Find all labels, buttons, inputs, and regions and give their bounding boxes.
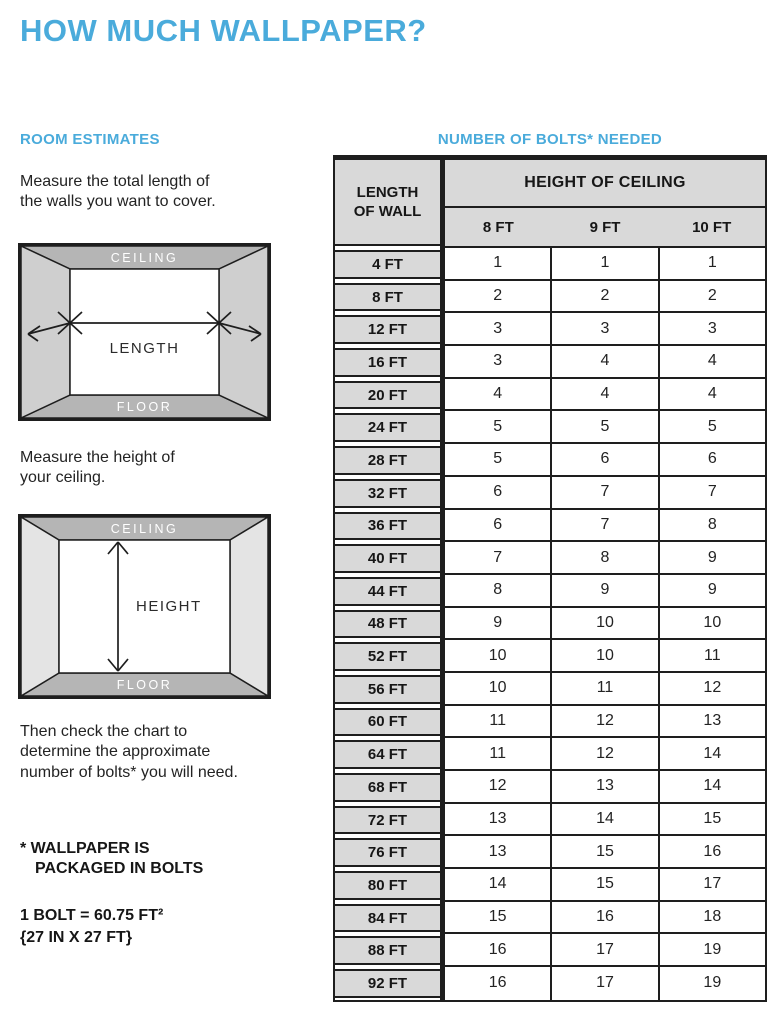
diagram1-length-label: LENGTH — [109, 339, 180, 357]
wall-length-cell: 36 FT — [335, 512, 440, 541]
bolt-values — [440, 313, 765, 346]
diagram1-ceiling-label: CEILING — [110, 250, 179, 265]
col-header-9ft: 9 FT — [589, 218, 621, 236]
col-header-8ft: 8 FT — [482, 218, 514, 236]
table-row — [335, 248, 765, 281]
bolt-values — [440, 869, 765, 902]
bolt-count-cell: 4 — [550, 346, 657, 377]
bolt-count-cell: 5 — [550, 411, 657, 442]
bolts-note-line1: * WALLPAPER IS — [20, 840, 150, 858]
wall-length-cell: 32 FT — [335, 479, 440, 508]
instruction-height-line1: Measure the height of — [20, 448, 175, 466]
bolt-count-cell: 14 — [488, 875, 507, 893]
bolt-count-cell: 4 — [658, 379, 765, 410]
bolt-count-cell: 6 — [550, 444, 657, 475]
table-row — [335, 706, 765, 739]
table-row — [335, 510, 765, 543]
bolt-count-cell: 4 — [493, 385, 503, 403]
diagram1-right-wall — [219, 246, 268, 418]
bolt-count-cell: 2 — [658, 281, 765, 312]
length-of-wall-header — [335, 160, 440, 246]
bolt-count-cell: 13 — [488, 810, 507, 828]
length-of-wall-line1: LENGTH — [356, 183, 419, 201]
ceiling-height-header-group — [440, 160, 765, 248]
col-header-10ft: 10 FT — [692, 218, 732, 236]
bolt-count-cell: 2 — [550, 281, 657, 312]
bolt-count-cell: 14 — [550, 804, 657, 835]
bolt-values — [440, 934, 765, 967]
bolt-count-cell: 15 — [550, 869, 657, 900]
diagram1-left-wall — [21, 246, 70, 418]
ceiling-height-diagram — [18, 514, 271, 699]
table-row — [335, 281, 765, 314]
instruction-chart-line2: determine the approximate — [20, 743, 211, 761]
bolt-count-cell: 9 — [658, 542, 765, 573]
bolt-count-cell: 7 — [658, 477, 765, 508]
table-row — [335, 542, 765, 575]
table-row — [335, 379, 765, 412]
bolt-values — [440, 444, 765, 477]
table-row — [335, 477, 765, 510]
wall-length-cell: 92 FT — [335, 969, 440, 998]
diagram2-height-label: HEIGHT — [136, 597, 202, 615]
instruction-chart-line3: number of bolts* you will need. — [20, 763, 238, 781]
bolt-size-note — [20, 905, 320, 948]
wall-length-cell: 40 FT — [335, 544, 440, 573]
bolt-values — [440, 771, 765, 804]
bolt-count-cell: 12 — [550, 738, 657, 769]
wall-length-cell: 88 FT — [335, 936, 440, 965]
table-row — [335, 804, 765, 837]
table-row — [335, 640, 765, 673]
bolt-count-cell: 16 — [488, 974, 507, 992]
table-header-row — [335, 160, 765, 248]
bolt-count-cell: 11 — [489, 744, 506, 762]
bolt-count-cell: 1 — [550, 248, 657, 279]
bolt-count-cell: 10 — [658, 608, 765, 639]
bolt-count-cell: 11 — [658, 640, 765, 671]
table-row — [335, 444, 765, 477]
bolt-count-cell: 15 — [658, 804, 765, 835]
bolt-count-cell: 17 — [550, 967, 657, 1000]
bolt-count-cell: 16 — [550, 902, 657, 933]
bolt-count-cell: 10 — [550, 640, 657, 671]
wall-length-cell: 4 FT — [335, 250, 440, 279]
bolt-count-cell: 10 — [488, 646, 507, 664]
bolt-values — [440, 346, 765, 379]
bolt-count-cell: 5 — [658, 411, 765, 442]
bolt-count-cell: 10 — [488, 679, 507, 697]
bolt-values — [440, 967, 765, 1000]
bolt-count-cell: 12 — [488, 777, 507, 795]
wall-length-cell: 24 FT — [335, 413, 440, 442]
bolt-count-cell: 5 — [493, 417, 503, 435]
wall-length-cell: 84 FT — [335, 904, 440, 933]
table-row — [335, 771, 765, 804]
bolt-count-cell: 3 — [658, 313, 765, 344]
instruction-height-line2: your ceiling. — [20, 469, 106, 487]
bolt-count-cell: 12 — [658, 673, 765, 704]
bolt-count-cell: 8 — [658, 510, 765, 541]
wall-length-cell: 28 FT — [335, 446, 440, 475]
table-row — [335, 902, 765, 935]
bolt-values — [440, 379, 765, 412]
wall-length-cell: 48 FT — [335, 610, 440, 639]
bolt-count-cell: 8 — [493, 581, 503, 599]
wall-length-cell: 8 FT — [335, 283, 440, 312]
wall-length-cell: 60 FT — [335, 708, 440, 737]
table-row — [335, 934, 765, 967]
bolt-count-cell: 13 — [550, 771, 657, 802]
table-row — [335, 673, 765, 706]
diagram2-floor-label: FLOOR — [116, 677, 173, 692]
wall-length-cell: 80 FT — [335, 871, 440, 900]
table-row — [335, 967, 765, 1000]
bolt-count-cell: 19 — [658, 934, 765, 965]
wall-length-cell: 16 FT — [335, 348, 440, 377]
room-estimates-heading: ROOM ESTIMATES — [20, 131, 160, 148]
diagram1-back-wall — [70, 269, 219, 395]
wall-length-cell: 76 FT — [335, 838, 440, 867]
table-row — [335, 346, 765, 379]
wallpaper-bolts-note — [20, 839, 320, 879]
instruction-chart-line1: Then check the chart to — [20, 722, 188, 740]
instruction-length-line1: Measure the total length of — [20, 173, 210, 190]
bolt-values — [440, 706, 765, 739]
bolt-count-cell: 19 — [658, 967, 765, 1000]
bolts-needed-heading: NUMBER OF BOLTS* NEEDED — [437, 131, 663, 148]
table-row — [335, 836, 765, 869]
bolt-count-cell: 9 — [550, 575, 657, 606]
bolt-count-cell: 9 — [493, 613, 503, 631]
table-row — [335, 411, 765, 444]
bolt-count-cell: 17 — [658, 869, 765, 900]
height-of-ceiling-header: HEIGHT OF CEILING — [445, 160, 765, 208]
table-body — [335, 248, 765, 1000]
length-of-wall-line2: OF WALL — [353, 203, 422, 220]
instruction-length — [20, 172, 320, 213]
bolt-values — [440, 608, 765, 641]
table-row — [335, 869, 765, 902]
bolt-count-cell: 10 — [550, 608, 657, 639]
bolt-values — [440, 281, 765, 314]
bolt-count-cell: 16 — [488, 940, 507, 958]
bolt-count-cell: 14 — [658, 771, 765, 802]
bolt-count-cell: 7 — [493, 548, 503, 566]
bolt-values — [440, 738, 765, 771]
bolt-values — [440, 902, 765, 935]
table-row — [335, 738, 765, 771]
wall-length-cell: 64 FT — [335, 740, 440, 769]
bolt-count-cell: 6 — [658, 444, 765, 475]
bolt-values — [440, 542, 765, 575]
bolt-count-cell: 13 — [658, 706, 765, 737]
bolts-table — [333, 155, 767, 1002]
room-length-diagram — [18, 243, 271, 421]
instruction-chart — [20, 722, 320, 783]
wall-length-cell: 12 FT — [335, 315, 440, 344]
bolt-values — [440, 836, 765, 869]
bolt-values — [440, 575, 765, 608]
bolt-count-cell: 17 — [550, 934, 657, 965]
table-row — [335, 608, 765, 641]
bolt-values — [440, 510, 765, 543]
bolt-count-cell: 3 — [550, 313, 657, 344]
bolt-count-cell: 1 — [658, 248, 765, 279]
bolt-count-cell: 7 — [550, 477, 657, 508]
bolt-count-cell: 15 — [488, 908, 507, 926]
bolt-values — [440, 640, 765, 673]
bolt-count-cell: 4 — [550, 379, 657, 410]
table-row — [335, 313, 765, 346]
diagram2-left-wall — [21, 517, 59, 696]
bolt-count-cell: 2 — [493, 287, 503, 305]
bolt-count-cell: 13 — [488, 842, 507, 860]
bolt-values — [440, 248, 765, 281]
diagram2-ceiling-label: CEILING — [110, 521, 179, 536]
wall-length-cell: 56 FT — [335, 675, 440, 704]
bolt-values — [440, 477, 765, 510]
bolt-values — [440, 411, 765, 444]
wall-length-cell: 72 FT — [335, 806, 440, 835]
bolts-note-line2: PACKAGED IN BOLTS — [35, 860, 204, 878]
bolt-count-cell: 4 — [658, 346, 765, 377]
wall-length-cell: 68 FT — [335, 773, 440, 802]
bolt-count-cell: 12 — [550, 706, 657, 737]
instruction-height — [20, 448, 320, 489]
bolt-count-cell: 1 — [493, 254, 503, 272]
bolt-count-cell: 11 — [550, 673, 657, 704]
table-row — [335, 575, 765, 608]
room-estimates-section — [20, 131, 320, 948]
bolt-equation: 1 BOLT = 60.75 FT² — [20, 907, 164, 925]
bolt-count-cell: 14 — [658, 738, 765, 769]
bolt-count-cell: 3 — [493, 319, 503, 337]
bolt-count-cell: 3 — [493, 352, 503, 370]
diagram1-floor-label: FLOOR — [116, 399, 173, 414]
instruction-length-line2: the walls you want to cover. — [20, 193, 216, 211]
bolt-count-cell: 7 — [550, 510, 657, 541]
ceiling-height-columns — [445, 208, 765, 248]
bolt-values — [440, 673, 765, 706]
wall-length-cell: 20 FT — [335, 381, 440, 410]
wall-length-cell: 52 FT — [335, 642, 440, 671]
bolt-count-cell: 16 — [658, 836, 765, 867]
page-title: HOW MUCH WALLPAPER? — [20, 13, 427, 48]
bolt-count-cell: 8 — [550, 542, 657, 573]
bolt-count-cell: 6 — [493, 515, 503, 533]
bolt-count-cell: 6 — [493, 483, 503, 501]
bolt-count-cell: 5 — [493, 450, 503, 468]
bolt-dimensions: {27 IN X 27 FT} — [20, 928, 133, 946]
bolt-count-cell: 11 — [489, 711, 506, 729]
bolt-count-cell: 18 — [658, 902, 765, 933]
bolt-values — [440, 804, 765, 837]
bolt-count-cell: 15 — [550, 836, 657, 867]
wall-length-cell: 44 FT — [335, 577, 440, 606]
diagram2-right-wall — [230, 517, 268, 696]
bolt-count-cell: 9 — [658, 575, 765, 606]
